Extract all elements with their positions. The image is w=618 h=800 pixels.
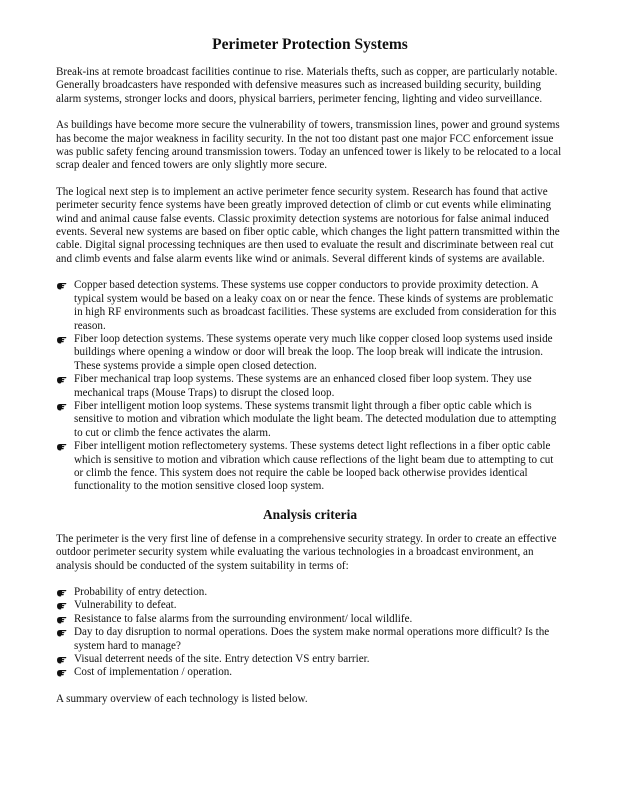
paragraph-vulnerability: As buildings have become more secure the vulnerability of towers, transmission lines, power and ground systems has become the major weakness in facility security. In the not too distant past one major FCC enforcement issue was public safety fencing around transmission towers. Today an unfenced tower is likely to be relocated to a local scrap dealer and fenced towers are only slightly more secure.	[56, 119, 562, 172]
list-item-text: Day to day disruption to normal operations. Does the system make normal operations more difficult? Is the system hard to manage?	[74, 626, 550, 652]
list-item-text: Fiber mechanical trap loop systems. These systems are an enhanced closed fiber loop system. They use mechanical traps (Mouse Traps) to disrupt the closed loop.	[74, 373, 532, 399]
paragraph-analysis-intro: The perimeter is the very first line of defense in a comprehensive security strategy. In order to create an effective outdoor perimeter security system while evaluating the various technologies in a broadcast environment, an analysis should be conducted of the system suitability in terms of:	[56, 532, 557, 572]
list-item-text: Probability of entry detection.	[74, 586, 208, 598]
pointing-hand-icon	[56, 442, 67, 452]
list-item	[56, 586, 564, 599]
pointing-hand-icon	[56, 402, 67, 412]
pointing-hand-icon	[56, 335, 67, 345]
systems-list	[56, 279, 564, 494]
list-item-text: Cost of implementation / operation.	[74, 666, 233, 679]
list-item-text: Fiber intelligent motion loop systems. These systems transmit light through a fiber optic cable which is sensitive to motion and vibration which modulate the light beam. The detected modulation due to attempting to cut or climb the fence activates the alarm.	[74, 399, 557, 439]
list-item	[56, 333, 564, 373]
pointing-hand-icon	[56, 655, 67, 665]
list-item	[56, 279, 564, 333]
section-heading-analysis: Analysis criteria	[262, 506, 358, 522]
list-item-text: Copper based detection systems. These systems use copper conductors to provide proximity detection. A typical system would be based on a leaky coax on or near the fence. These kinds of systems are problematic in high RF environments such as broadcast facilities. These systems are excluded from consideration for this reason.	[74, 279, 557, 332]
list-item	[56, 373, 564, 400]
pointing-hand-icon	[56, 615, 67, 625]
pointing-hand-icon	[56, 668, 67, 678]
pointing-hand-icon	[56, 628, 67, 638]
list-item-text: Visual deterrent needs of the site. Entry detection VS entry barrier.	[74, 653, 370, 666]
list-item	[56, 440, 564, 494]
paragraph-summary: A summary overview of each technology is listed below.	[56, 692, 308, 705]
pointing-hand-icon	[56, 588, 67, 598]
list-item	[56, 666, 564, 679]
list-item-text: Fiber intelligent motion reflectometery systems. These systems detect light reflections in a fiber optic cable which is sensitive to motion and vibration which cause reflections of the light beam due to attempting to cut or climb the fence. This system does not require the cable be looped back otherwise provides identical functionality to the motion sensitive closed loop system.	[74, 440, 554, 493]
pointing-hand-icon	[56, 375, 67, 385]
paragraph-next-step: The logical next step is to implement an active perimeter fence security system. Research has found that active perimeter security fence systems have been greatly improved detection of climb or cut events while eliminating wind and animal cause false events. Classic proximity detection systems are notorious for false animal induced events. Several new systems are based on fiber optic cable, which changes the light pattern transmitted within the cable. Digital signal processing techniques are then used to evaluate the result and discriminate between real cut and climb events and false alarm events like wind or animals. Several different kinds of systems are available.	[56, 185, 560, 265]
page-title: Perimeter Protection Systems	[212, 36, 408, 53]
list-item	[56, 400, 564, 440]
paragraph-intro: Break-ins at remote broadcast facilities continue to rise. Materials thefts, such as copper, are particularly notable. Generally broadcasters have responded with defensive measures such as increased building security, building alarm systems, stronger locks and doors, physical barriers, perimeter fencing, lighting and video surveillance.	[56, 66, 558, 105]
list-item	[56, 626, 564, 653]
list-item	[56, 599, 564, 612]
list-item	[56, 653, 564, 666]
list-item	[56, 613, 564, 626]
list-item-text: Fiber loop detection systems. These systems operate very much like copper closed loop systems used inside buildings where opening a window or door will break the loop. The loop break will indicate the intrusion. These systems provide a simple open closed detection.	[74, 332, 553, 372]
pointing-hand-icon	[56, 601, 67, 611]
document-page	[56, 36, 564, 719]
criteria-list	[56, 586, 564, 680]
list-item-text: Vulnerability to defeat.	[74, 599, 177, 612]
pointing-hand-icon	[56, 281, 67, 291]
list-item-text: Resistance to false alarms from the surrounding environment/ local wildlife.	[74, 612, 413, 625]
